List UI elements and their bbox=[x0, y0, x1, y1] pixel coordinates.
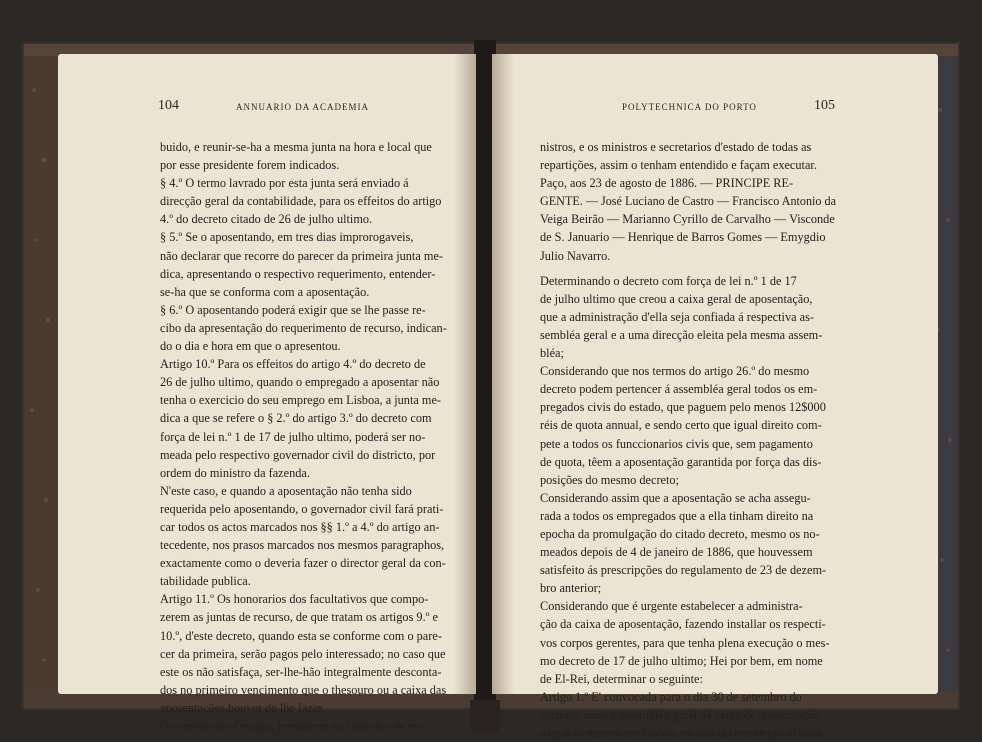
paragraph-gap bbox=[540, 265, 840, 272]
text-line: meada pelo respectivo governador civil do districto, por bbox=[160, 447, 436, 462]
text-line: ordem do ministro da fazenda. bbox=[160, 465, 310, 480]
text-line: cibo da apresentação do requerimento de recurso, indican- bbox=[160, 320, 447, 335]
text-line: posições do mesmo decreto; bbox=[540, 472, 679, 487]
text-line: Paço, aos 23 de agosto de 1886. — PRINCIPE RE- bbox=[540, 176, 794, 191]
text-line: Determinando o decreto com força de lei n.º 1 de 17 bbox=[540, 273, 797, 288]
text-line: bléa; bbox=[540, 346, 564, 361]
text-line: réis de quota annual, e sendo certo que igual direito com- bbox=[540, 418, 822, 433]
text-line: car todos os actos marcados nos §§ 1.º a 4.º do artigo an- bbox=[160, 519, 440, 534]
text-line: § 6.º O aposentando poderá exigir que se lhe passe re- bbox=[160, 302, 426, 317]
gutter-shadow bbox=[492, 54, 514, 694]
text-line: satisfeito ás prescripções do regulamento de 23 de dezem- bbox=[540, 563, 827, 578]
left-page bbox=[58, 54, 476, 733]
text-line: ção da caixa de aposentação, fazendo installar os respecti- bbox=[540, 617, 826, 632]
text-line: 10.º, d'este decreto, quando esta se conforme com o pare- bbox=[160, 628, 442, 643]
text-line: N'este caso, e quando a aposentação não tenha sido bbox=[160, 483, 412, 498]
text-line: zerem as juntas de recurso, de que tratam os artigos 9.º e bbox=[160, 610, 439, 625]
text-line: GENTE. — José Luciano de Castro — Francisco Antonio da bbox=[540, 194, 836, 209]
text-line: 26 de julho ultimo, quando o empregado a aposentar não bbox=[160, 375, 440, 390]
text-line: cer da primeira, serão pagos pelo interessado; no caso que bbox=[160, 646, 446, 661]
text-line: Considerando que é urgente estabelecer a administra- bbox=[540, 599, 803, 614]
text-line: pete a todos os funccionarios civis que, sem pagamento bbox=[540, 436, 813, 451]
text-line: que a administração d'ella seja confiada á respectiva as- bbox=[540, 309, 814, 324]
text-line: pregados civis do estado, que paguem pelo menos 12$000 bbox=[540, 400, 826, 415]
text-line: tecedente, nos prasos marcados nos mesmos paragraphos, bbox=[160, 538, 445, 553]
page-body-text bbox=[160, 138, 447, 735]
text-line: de S. Januario — Henrique de Barros Gomes — Emygdio bbox=[540, 230, 826, 245]
text-line: Artigo 1.º E' convocada para o dia 30 de setembro do bbox=[540, 689, 802, 704]
text-line: nistros, e os ministros e secretarios d'estado de todas as bbox=[540, 140, 812, 154]
text-line: tabilidade publica. bbox=[160, 574, 251, 589]
text-line: não declarar que recorre do parecer da primeira junta me- bbox=[160, 248, 444, 263]
text-line: exactamente como o deveria fazer o director geral da con- bbox=[160, 556, 446, 571]
text-line: repartições, assim o tenham entendido e façam executar. bbox=[540, 158, 817, 173]
text-line: por esse presidente forem indicados. bbox=[160, 158, 340, 173]
right-page bbox=[492, 54, 938, 740]
text-line: Artigo 10.º Para os effeitos do artigo 4.º do decreto de bbox=[160, 357, 426, 372]
gutter-shadow bbox=[454, 54, 476, 694]
text-line: buido, e reunir-se-ha a mesma junta na hora e local que bbox=[160, 140, 432, 154]
running-head: POLYTECHNICA DO PORTO bbox=[622, 102, 757, 112]
text-line: bro anterior; bbox=[540, 581, 602, 596]
text-line: a qual se reunirá em Lisboa, na sala do monte pio official. bbox=[540, 726, 825, 740]
text-line: força de lei n.º 1 de 17 de julho ultimo, poderá ser no- bbox=[160, 429, 426, 444]
text-line: de julho ultimo que creou a caixa geral de aposentação, bbox=[540, 291, 813, 306]
page-number: 104 bbox=[158, 98, 179, 113]
text-line: tenha o exercicio do seu emprego em Lisboa, a junta me- bbox=[160, 393, 442, 408]
running-head: ANNUARIO DA ACADEMIA bbox=[236, 102, 370, 112]
text-line: do o dia e hora em que o apresentou. bbox=[160, 339, 341, 354]
text-line: meados depois de 4 de janeiro de 1886, que houvessem bbox=[540, 545, 813, 560]
text-line: vos corpos gerentes, para que tenha plena execução o mes- bbox=[540, 635, 830, 650]
text-line: se-ha que se conforma com a aposentação. bbox=[160, 284, 370, 299]
text-line: rada a todos os empregados que a ella tinham direito na bbox=[540, 508, 814, 523]
text-line: requerida pelo aposentando, o governador civil fará prati- bbox=[160, 501, 444, 516]
text-line: Artigo 11.º Os honorarios dos facultativos que compo- bbox=[160, 592, 429, 607]
text-line: de quota, têem a aposentação garantida por força das dis- bbox=[540, 454, 822, 469]
text-line: Julio Navarro. bbox=[540, 248, 611, 263]
text-line: 4.º do decreto citado de 26 de julho ultimo. bbox=[160, 212, 373, 227]
text-line: decreto podem pertencer á assembléa geral todos os em- bbox=[540, 382, 818, 397]
text-line: Considerando que nos termos do artigo 26.º do mesmo bbox=[540, 364, 810, 379]
text-line: aposentações houver de lhe fazer. bbox=[160, 700, 325, 715]
text-line: direcção geral da contabilidade, para os effeitos do artigo bbox=[160, 194, 442, 209]
text-line: mo decreto de 17 de julho ultimo; Hei por bem, em nome bbox=[540, 653, 823, 668]
text-line: dica, apresentando o respectivo requerimento, entender- bbox=[160, 266, 436, 281]
page-body-text bbox=[540, 138, 840, 742]
text-line: dos no primeiro vencimento que o thesouro ou a caixa das bbox=[160, 682, 447, 697]
text-line: Veiga Beirão — Marianno Cyrillo de Carvalho — Visconde bbox=[540, 212, 835, 227]
text-line: Considerando assim que a aposentação se acha assegu- bbox=[540, 490, 811, 505]
text-line: dica a que se refere o § 2.º do artigo 3.º do decreto com bbox=[160, 411, 432, 426]
page-number: 105 bbox=[814, 98, 835, 113]
text-line: § 4.º O termo lavrado por esta junta será enviado á bbox=[160, 176, 409, 191]
text-line: § 5.º Se o aposentando, em tres dias improrogaveis, bbox=[160, 230, 414, 245]
text-line: epocha da promulgação do citado decreto, mesmo os no- bbox=[540, 526, 820, 541]
text-line: corrente anno a assembléa geral da caixa de aposentação, bbox=[540, 707, 822, 722]
text-line: de El-Rei, determinar o seguinte: bbox=[540, 671, 703, 686]
text-line: este os não satisfaça, ser-lhe-hão integralmente desconta- bbox=[160, 664, 442, 679]
text-line: sembléa geral e a uma direcção eleita pela mesma assem- bbox=[540, 327, 823, 342]
text-line: O conselheiro d'estado, presidente do conselho de mi- bbox=[160, 719, 426, 733]
